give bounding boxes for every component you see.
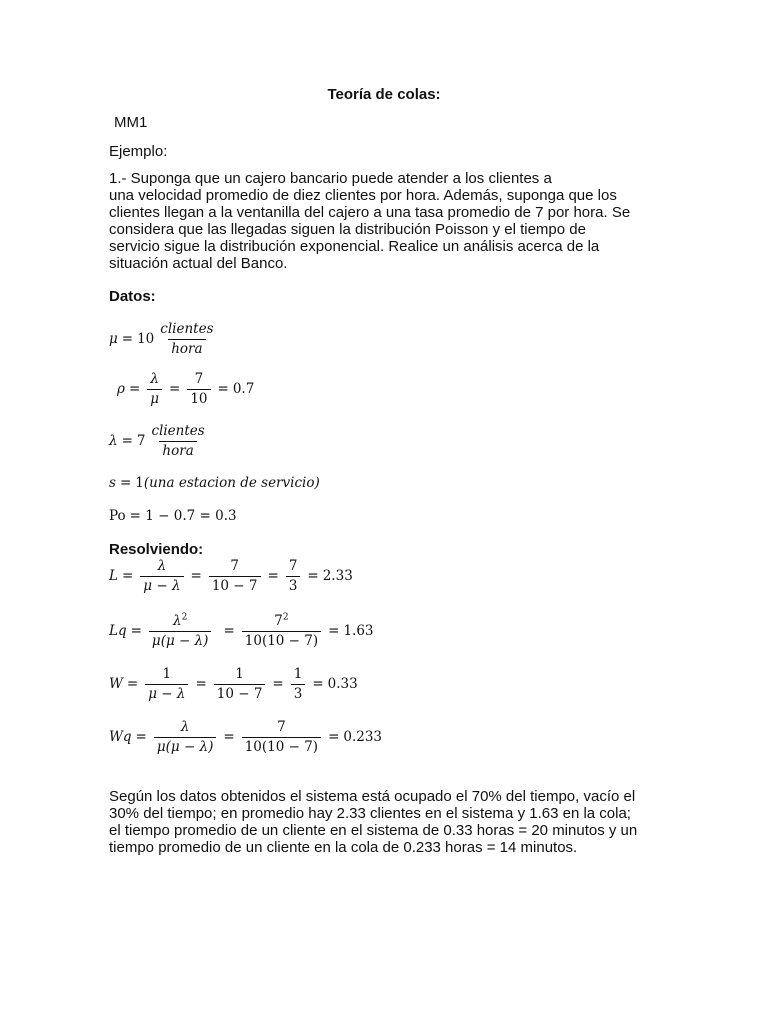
conclusion-line: el tiempo promedio de un cliente en el sistema de 0.33 horas = 20 minutos y un [109, 822, 638, 839]
fraction: $\frac{\lambda^2}{\mu(\mu - \lambda)}$ [149, 614, 212, 649]
fraction: $\frac{7}{10(10 - 7)}$ [242, 720, 321, 755]
fraction: $\frac{1}{3}$ [291, 667, 306, 702]
equation-lambda: λ = 7 $\frac{\text{clientes}}{\text{hora}}$ [109, 419, 211, 463]
problem-line: situación actual del Banco. [109, 255, 288, 272]
equation-mu: μ = 10 $\frac{\text{clientes}}{\text{hora}}$ [109, 317, 220, 361]
equation-s: s = 1 (una estacion de servicio) [109, 475, 320, 491]
conclusion-line: 30% del tiempo; en promedio hay 2.33 clientes en el sistema y 1.63 en la cola; [109, 805, 631, 822]
datos-heading: Datos: [109, 288, 156, 305]
resolviendo-heading: Resolviendo: [109, 541, 204, 558]
equation-rho: ρ = $\frac{\lambda}{\mu}$ = $\frac{7}{10}$ = 0.7 [117, 370, 255, 407]
conclusion-line: Según los datos obtenidos el sistema está ocupado el 70% del tiempo, vacío el [109, 788, 636, 805]
fraction: $\frac{\text{clientes}}{\text{hora}}$ [160, 320, 214, 357]
fraction: $\frac{\lambda}{\mu(\mu - \lambda)}$ [154, 720, 217, 755]
problem-line: 1.- Suponga que un cajero bancario puede atender a los clientes a [109, 170, 552, 187]
conclusion-line: tiempo promedio de un cliente en la cola de 0.233 horas = 14 minutos. [109, 839, 578, 856]
example-label: Ejemplo: [109, 143, 168, 160]
fraction: $\frac{\lambda}{\mu - \lambda}$ [140, 559, 183, 594]
problem-statement [109, 170, 669, 272]
problem-line: una velocidad promedio de diez clientes por hora. Además, suponga que los [109, 187, 617, 204]
fraction: $\frac{\text{clientes}}{\text{hora}}$ [151, 422, 205, 459]
fraction: $\frac{1}{10 - 7}$ [214, 667, 266, 702]
fraction: $\frac{7}{10 - 7}$ [209, 559, 261, 594]
model-label: MM1 [114, 114, 148, 131]
problem-line: servicio sigue la distribución exponencial. Realice un análisis acerca de la [109, 238, 600, 255]
problem-line: considera que las llegadas siguen la distribución Poisson y el tiempo de [109, 221, 586, 238]
fraction: $\frac{1}{\mu - \lambda}$ [145, 667, 188, 702]
fraction: $\frac{\lambda}{\mu}$ [147, 372, 162, 407]
fraction: $\frac{7^2}{10(10 - 7)}$ [242, 614, 321, 649]
problem-line: clientes llegan a la ventanilla del cajero a una tasa promedio de 7 por hora. Se [109, 204, 631, 221]
equation-po: Po = 1 − 0.7 = 0.3 [109, 508, 237, 524]
equation-L: L = $\frac{\lambda}{\mu - \lambda}$ = $\frac{7}{10 - 7}$ = $\frac{7}{3}$ = 2.33 [109, 557, 353, 594]
fraction: $\frac{7}{10}$ [187, 372, 210, 407]
fraction: $\frac{7}{3}$ [286, 559, 301, 594]
equation-Lq: Lq = $\frac{\lambda^2}{\mu(\mu - \lambda)}$ = $\frac{7^2}{10(10 - 7)}$ = 1.63 [109, 612, 374, 649]
conclusion-paragraph [109, 788, 669, 856]
equation-Wq: Wq = $\frac{\lambda}{\mu(\mu - \lambda)}$ = $\frac{7}{10(10 - 7)}$ = 0.233 [109, 718, 383, 755]
page-title: Teoría de colas: [327, 86, 441, 103]
equation-W: W = $\frac{1}{\mu - \lambda}$ = $\frac{1}{10 - 7}$ = $\frac{1}{3}$ = 0.33 [109, 665, 358, 702]
